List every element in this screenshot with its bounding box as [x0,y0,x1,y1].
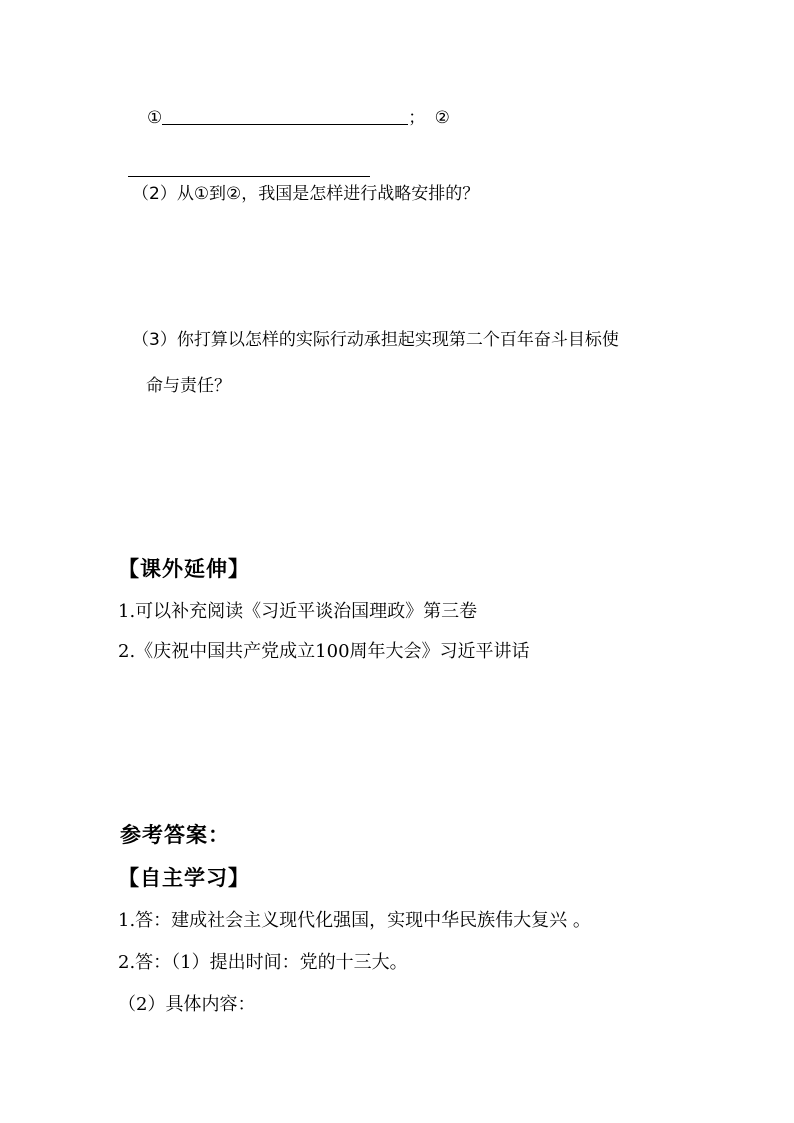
answer-2: 2.答：（1）提出时间：党的十三大。 [118,952,408,973]
answer-blank-1[interactable] [162,123,408,125]
blank-marker-2: ② [434,108,450,128]
blank-separator: ； [408,108,426,128]
extension-item-2: 2.《庆祝中国共产党成立100周年大会》习近平讲话 [118,641,530,662]
fill-blank-row-2 [128,162,370,178]
question-3-line-1: （3）你打算以怎样的实际行动承担起实现第二个百年奋斗目标使 [132,330,619,350]
answer-blank-2[interactable] [128,175,370,177]
extension-heading: 【课外延伸】 [118,556,250,581]
extension-item-1: 1.可以补充阅读《习近平谈治国理政》第三卷 [118,601,478,622]
self-study-heading: 【自主学习】 [118,865,250,890]
question-2: （2）从①到②，我国是怎样进行战略安排的？ [132,184,480,204]
answer-2-sub: （2）具体内容： [118,994,256,1015]
blank-marker-1: ① [147,108,163,128]
answer-1: 1.答：建成社会主义现代化强国，实现中华民族伟大复兴 。 [118,910,591,931]
answers-heading: 参考答案： [120,822,230,847]
fill-blank-row-1 [147,110,450,127]
question-3-line-2: 命与责任？ [146,376,231,396]
